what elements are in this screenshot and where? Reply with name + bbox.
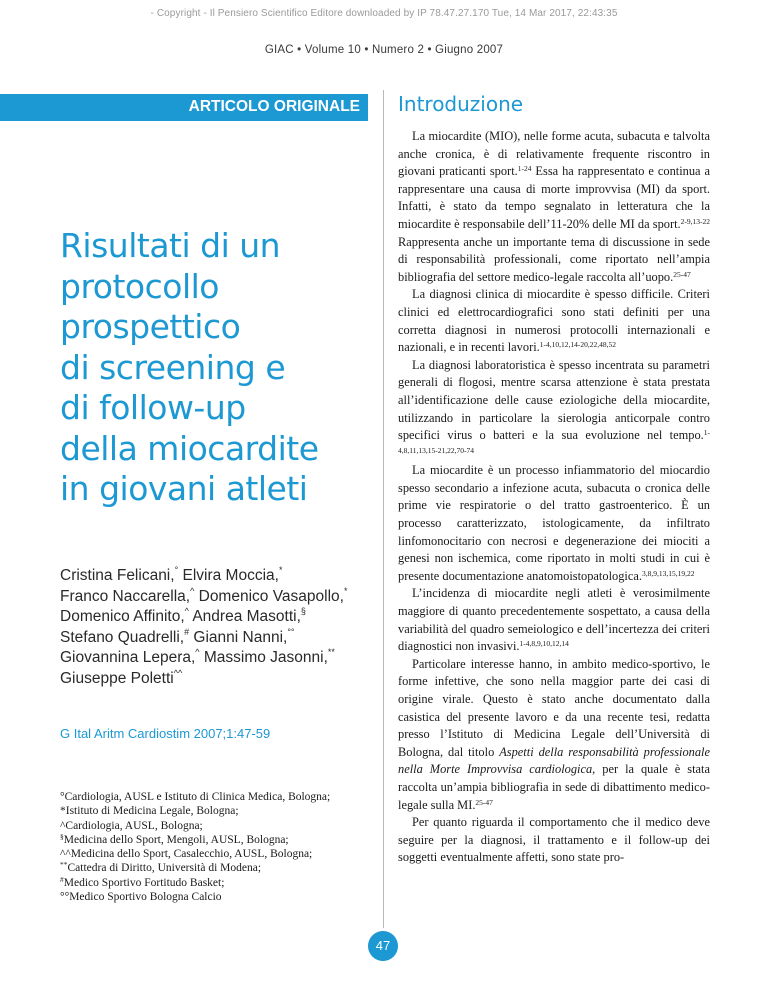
reference-superscript: 1-4,10,12,14-20,22,48,52 (539, 340, 616, 350)
article-title (60, 226, 380, 510)
text-run: Giuseppe Poletti (60, 669, 174, 687)
paragraph (398, 462, 710, 585)
affiliation-line (60, 804, 380, 818)
text-run: Cristina Felicani, (60, 567, 175, 584)
text-run: La miocardite è un processo infiammatorio del miocardio spesso secondario a infezione acuta, subacuta o cronica delle prime vie respiratorie o del tratto gastroenterico. È un processo caratterizzato, istologicamente, da infiltrato linfomonocitario con necrosi e degenerazione dei miociti a genesi non ischemica, come riportato in molti studi in cui è presente documentazione anatomoistopatologica. (398, 463, 710, 583)
reference-superscript: § (60, 831, 64, 841)
text-run: Stefano Quadrelli, (60, 628, 185, 646)
citation: G Ital Aritm Cardiostim 2007;1:47-59 (60, 726, 271, 741)
text-run: Domenico Vasapollo, (194, 587, 344, 605)
reference-superscript: 3,8,9,13,15,19,22 (641, 568, 695, 578)
text-run: Giovannina Lepera, (60, 649, 196, 666)
reference-superscript: 1-4,8,9,10,12,14 (519, 639, 569, 649)
text-run: Cattedra di Diritto, Università di Modena; (67, 862, 262, 875)
title-line: di screening e (60, 347, 286, 387)
text-run: ^Cardiologia, AUSL, Bologna; (60, 819, 203, 832)
text-run: Essa ha rappresentato e continua a rappresentare una causa di morte improvvisa (MI) da sport. Infatti, è stato da tempo segnalato in letteratura che la miocardite è responsabile dell’11-20% delle MI da sport. (398, 164, 710, 231)
reference-superscript: ^ (195, 647, 200, 657)
reference-superscript: ^^ (173, 667, 183, 678)
affiliation-line (60, 847, 380, 861)
title-line: della miocardite (60, 428, 319, 468)
reference-superscript: § (300, 606, 306, 616)
journal-header: GIAC • Volume 10 • Numero 2 • Giugno 2007 (264, 44, 504, 56)
text-run: Per quanto riguarda il comportamento che il medico deve seguire per la diagnosi, il trattamento e il follow-up dei soggetti eventualmente affetti, sono state pro- (398, 815, 710, 865)
title-line: protocollo (60, 266, 219, 306)
text-run: La diagnosi clinica di miocardite è spesso difficile. Criteri clinici ed elettrocardiografici sono stati definiti per una corretta diagnosi in numerosi protocolli internazionali e nazionali, e in recenti lavori. (398, 287, 710, 355)
text-run: La diagnosi laboratoristica è spesso incentrata su parametri generali di flogosi, mentre scarsa attenzione è stata prestata all’identificazione delle cause eziologiche della miocardite, utilizzando in particolare la sierologia anticorpale contro specifici virus o batteri e la sua evoluzione nel tempo. (398, 357, 710, 443)
reference-superscript: ^ (184, 606, 189, 616)
text-run: , per la quale è stata raccolta un’ampia bibliografia in sede di dibattimento medico-legale sulla MI. (398, 762, 711, 812)
title-line: Risultati di un (60, 226, 281, 265)
paragraph (398, 128, 710, 286)
reference-superscript: # (184, 626, 190, 637)
text-run: °°Medico Sportivo Bologna Calcio (60, 891, 222, 904)
section-banner (0, 94, 368, 121)
affiliation-line (60, 819, 380, 833)
section-label: ARTICOLO ORIGINALE (188, 98, 360, 115)
reference-superscript: 1-24 (517, 164, 532, 174)
text-run: Medicina dello Sport, Mengoli, AUSL, Bologna; (63, 833, 289, 846)
page-number: 47 (368, 931, 398, 961)
text-run: Andrea Masotti, (188, 608, 301, 625)
reference-superscript: 2-9,13-22 (680, 216, 710, 226)
paragraph (398, 286, 710, 356)
author-line (60, 587, 378, 608)
reference-superscript: °° (287, 626, 295, 637)
reference-superscript: * (343, 585, 348, 596)
title-line: prospettico (60, 307, 241, 346)
text-run: Medico Sportivo Fortitudo Basket; (63, 876, 225, 889)
text-run: Elvira Moccia, (178, 567, 279, 584)
affiliation-line (60, 861, 380, 875)
text-run: La miocardite (MIO), nelle forme acuta, subacuta e talvolta anche cronica, è di relativamente frequente riscontro in giovani praticanti sport. (398, 129, 710, 179)
text-run: Domenico Affinito, (60, 608, 185, 625)
reference-superscript: ** (60, 860, 68, 870)
author-line (60, 566, 378, 587)
copyright-notice: - Copyright - Il Pensiero Scientifico Editore downloaded by IP 78.47.27.170 Tue, 14 Mar 2017, 22:43:35 (150, 8, 618, 19)
text-run: L’incidenza di miocardite negli atleti è verosimilmente maggiore di quanto precedentemente sospettato, a causa della variabilità del quadro semeiologico e dell’incertezza dei criteri diagnostici non invasivi. (398, 586, 710, 654)
text-run: Rappresenta anche un importante tema di discussione in sede di responsabilità professionali, come riportato nell’ampia bibliografia del settore medico-legale raccolta all’uopo. (398, 234, 710, 284)
text-run: *Istituto di Medicina Legale, Bologna; (60, 805, 239, 818)
affiliations (60, 790, 380, 904)
affiliation-line (60, 890, 380, 904)
paragraph (398, 814, 710, 867)
reference-superscript: * (278, 565, 283, 575)
title-line: in giovani atleti (60, 469, 308, 508)
reference-superscript: # (60, 874, 64, 884)
reference-superscript: 1-4,8,11,13,15-21,22,70-74 (398, 428, 710, 455)
text-run: Particolare interesse hanno, in ambito medico-sportivo, le forme infettive, che sono nella maggior parte dei casi di origine virale. Questo è stato anche documentato dalla casistica del presente lavoro e da una recente tesi, redatta presso l’Istituto di Medicina Legale dell’Università di Bologna, dal titolo (398, 656, 710, 759)
author-line (60, 648, 378, 669)
reference-superscript: ** (327, 647, 335, 657)
text-run: Massimo Jasonni, (199, 649, 328, 666)
text-run: Franco Naccarella, (60, 587, 191, 605)
author-line (60, 628, 378, 649)
author-line (60, 607, 378, 628)
section-heading: Introduzione (398, 92, 524, 116)
body-text (398, 128, 710, 867)
author-list (60, 566, 378, 689)
affiliation-line (60, 876, 380, 890)
reference-superscript: ° (174, 565, 179, 575)
reference-superscript: 25-47 (475, 797, 493, 807)
text-run: Gianni Nanni, (189, 628, 288, 646)
text-run: ^^Medicina dello Sport, Casalecchio, AUSL, Bologna; (60, 848, 313, 861)
affiliation-line (60, 790, 380, 804)
paragraph (398, 585, 710, 655)
column-divider (383, 90, 384, 928)
paragraph (398, 656, 710, 814)
author-line (60, 669, 378, 690)
paragraph (398, 357, 710, 463)
reference-superscript: 25-47 (673, 269, 691, 279)
reference-superscript: ^ (190, 585, 195, 596)
text-run: °Cardiologia, AUSL e Istituto di Clinica Medica, Bologna; (60, 791, 331, 803)
affiliation-line (60, 833, 380, 847)
italic-text: Aspetti della responsabilità professionale nella Morte Improvvisa cardiologica (398, 744, 710, 777)
title-line: di follow-up (60, 388, 246, 427)
